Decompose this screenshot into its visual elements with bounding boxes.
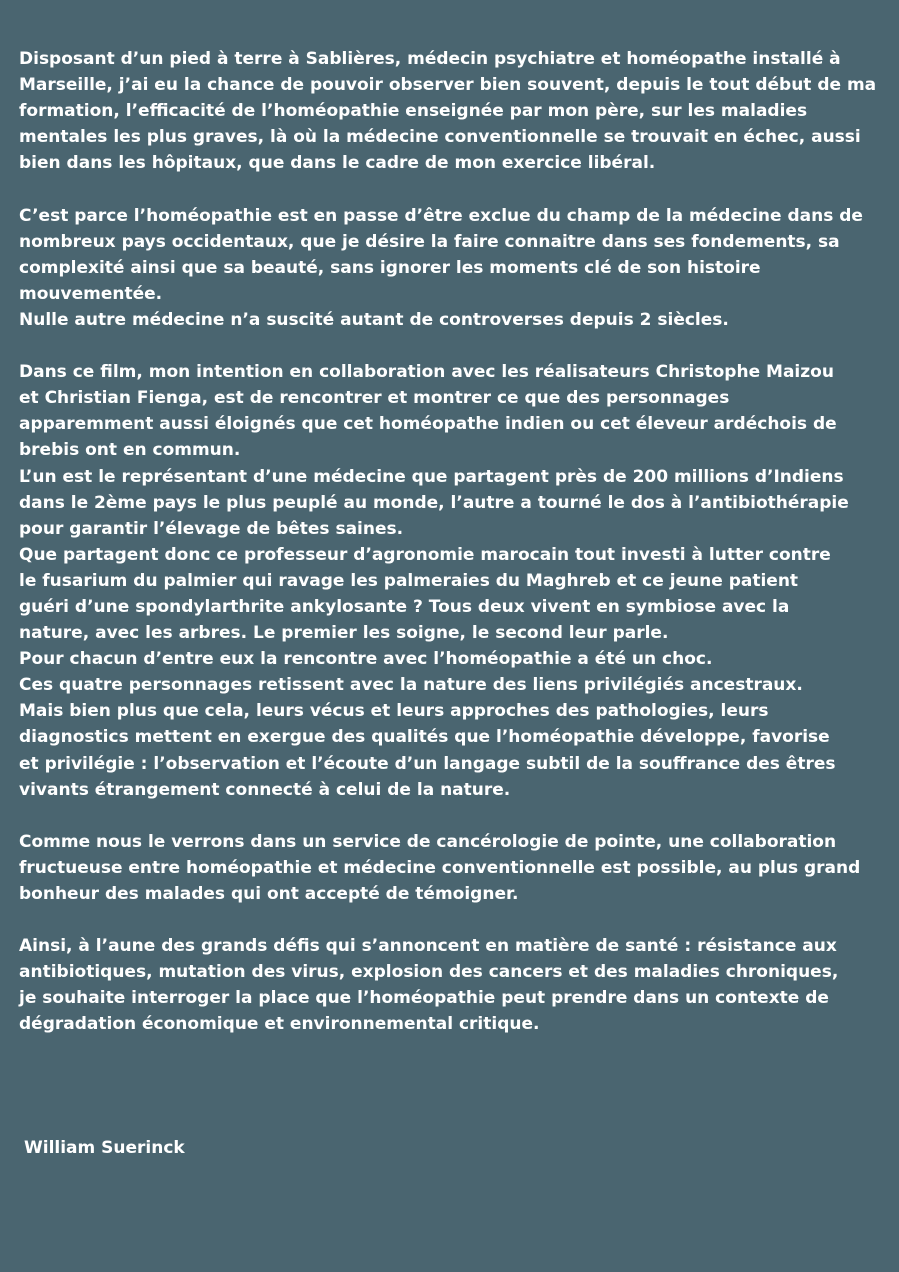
text-line: antibiotiques, mutation des virus, explosion des cancers et des maladies chroniques, [19, 962, 839, 983]
text-line: vivants étrangement connecté à celui de la nature. [19, 779, 511, 800]
text-line: Pour chacun d’entre eux la rencontre avec l’homéopathie a été un choc. [19, 649, 713, 670]
text-line: Que partagent donc ce professeur d’agronomie marocain tout investi à lutter contre [19, 544, 831, 565]
paragraph-spacer [19, 333, 887, 359]
text-line: fructueuse entre homéopathie et médecine conventionnelle est possible, au plus grand [19, 857, 861, 878]
text-line: apparemment aussi éloignés que cet homéopathe indien ou cet éleveur ardéchois de [19, 414, 837, 435]
text-line: C’est parce l’homéopathie est en passe d’être exclue du champ de la médecine dans de [19, 205, 863, 226]
text-line: pour garantir l’élevage de bêtes saines. [19, 518, 404, 539]
text-line: brebis ont en commun. [19, 440, 241, 461]
text-line: nombreux pays occidentaux, que je désire la faire connaitre dans ses fondements, sa [19, 231, 840, 252]
document-body [19, 46, 887, 1038]
text-line: nature, avec les arbres. Le premier les soigne, le second leur parle. [19, 623, 669, 644]
text-line: mentales les plus graves, là où la médecine conventionnelle se trouvait en échec, aussi [19, 127, 861, 148]
text-line: dégradation économique et environnemental critique. [19, 1014, 540, 1035]
paragraph-motivation [19, 203, 887, 333]
paragraph-conclusion [19, 933, 887, 1037]
text-line: diagnostics mettent en exergue des qualités que l’homéopathie développe, favorise [19, 727, 830, 748]
paragraph-film-intention [19, 359, 887, 803]
text-line: dans le 2ème pays le plus peuplé au monde, l’autre a tourné le dos à l’antibiothérapie [19, 492, 849, 513]
text-line: Comme nous le verrons dans un service de cancérologie de pointe, une collaboration [19, 831, 837, 852]
text-line: Ces quatre personnages retissent avec la nature des liens privilégiés ancestraux. [19, 675, 803, 696]
text-line: Dans ce film, mon intention en collaboration avec les réalisateurs Christophe Maizou [19, 362, 834, 383]
text-line: mouvementée. [19, 283, 163, 304]
text-line: Nulle autre médecine n’a suscité autant de controverses depuis 2 siècles. [19, 309, 729, 330]
text-line: complexité ainsi que sa beauté, sans ignorer les moments clé de son histoire [19, 257, 761, 278]
text-line: Mais bien plus que cela, leurs vécus et leurs approches des pathologies, leurs [19, 701, 769, 722]
paragraph-spacer [19, 803, 887, 829]
text-line: Ainsi, à l’aune des grands défis qui s’annoncent en matière de santé : résistance aux [19, 936, 837, 957]
text-line: je souhaite interroger la place que l’homéopathie peut prendre dans un contexte de [19, 988, 829, 1009]
author-signature: William Suerinck [24, 1138, 185, 1158]
text-line: et privilégie : l’observation et l’écoute d’un langage subtil de la souffrance des êtres [19, 753, 836, 774]
text-line: formation, l’efficacité de l’homéopathie enseignée par mon père, sur les maladies [19, 101, 808, 122]
text-line: Disposant d’un pied à terre à Sablières, médecin psychiatre et homéopathe installé à [19, 49, 841, 69]
paragraph-spacer [19, 176, 887, 202]
paragraph-intro [19, 46, 887, 176]
paragraph-spacer [19, 907, 887, 933]
text-line: le fusarium du palmier qui ravage les palmeraies du Maghreb et ce jeune patient [19, 570, 799, 591]
text-line: et Christian Fienga, est de rencontrer et montrer ce que des personnages [19, 388, 730, 409]
text-line: L’un est le représentant d’une médecine que partagent près de 200 millions d’Indiens [19, 466, 844, 487]
text-line: Marseille, j’ai eu la chance de pouvoir observer bien souvent, depuis le tout début de ma [19, 75, 877, 96]
text-line: bonheur des malades qui ont accepté de témoigner. [19, 884, 519, 904]
text-line: bien dans les hôpitaux, que dans le cadre de mon exercice libéral. [19, 153, 656, 174]
text-line: guéri d’une spondylarthrite ankylosante ? Tous deux vivent en symbiose avec la [19, 596, 790, 617]
paragraph-collaboration [19, 829, 887, 907]
